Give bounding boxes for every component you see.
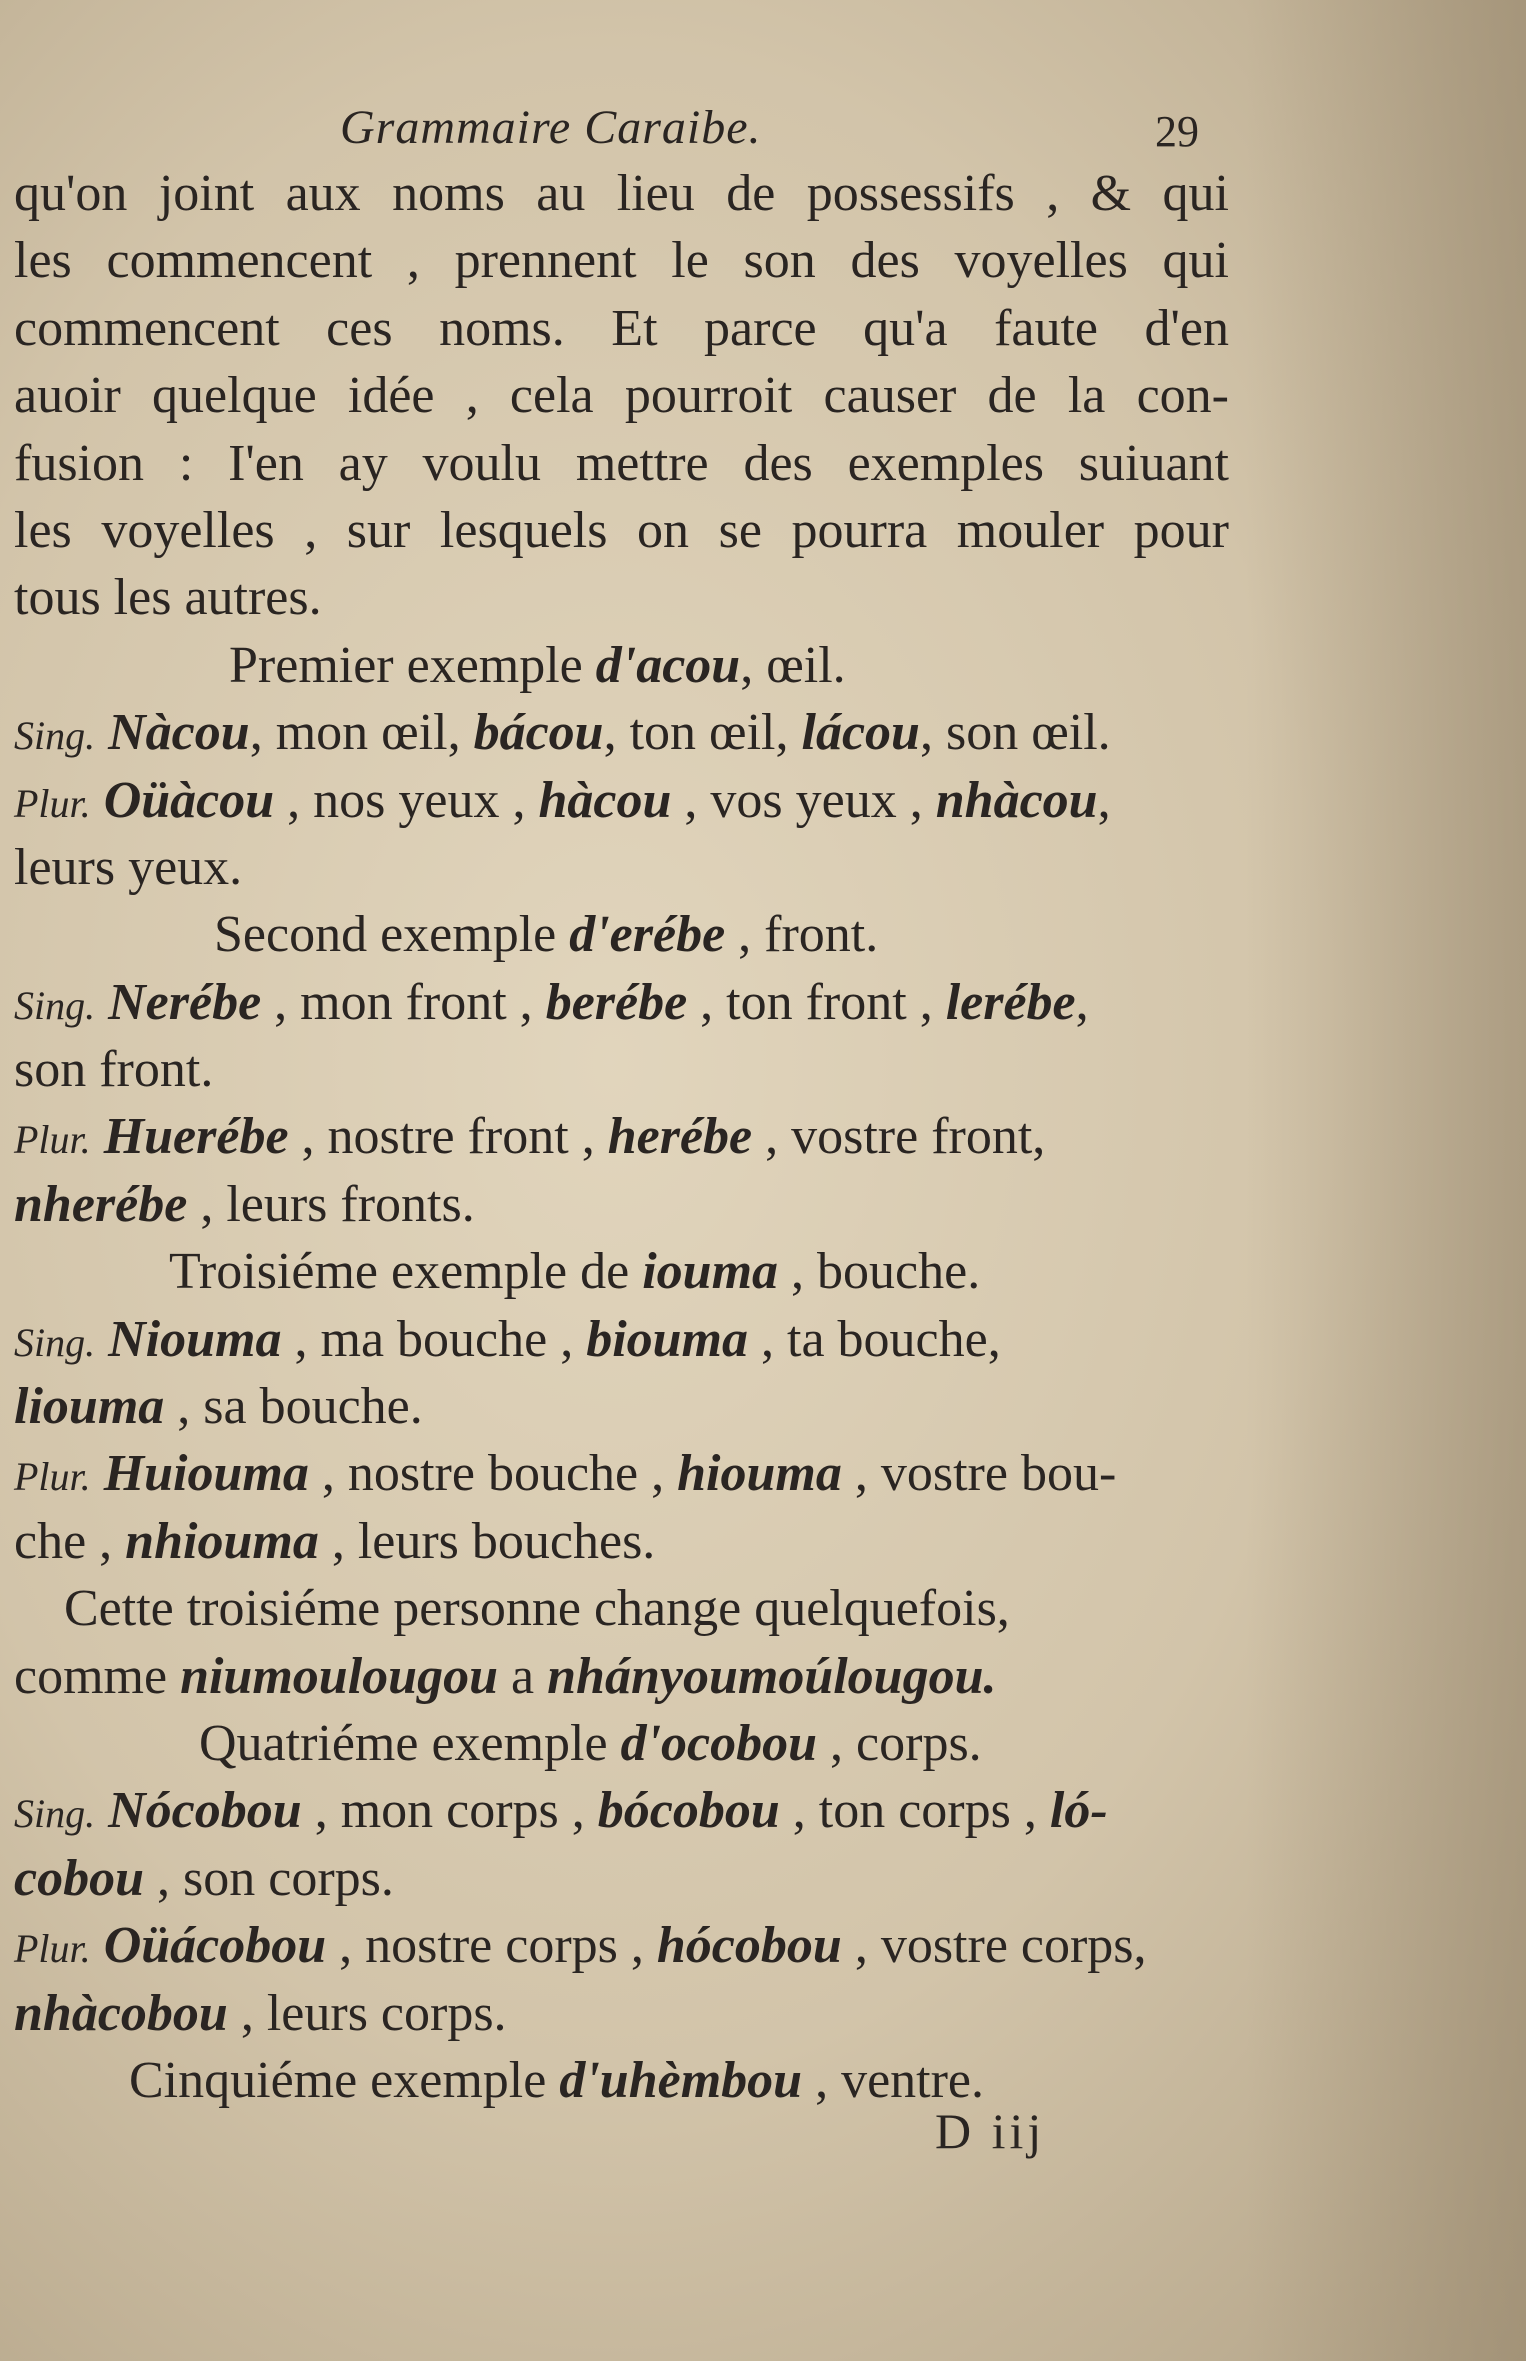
example-3-singular: Sing. Niouma , ma bouche , biouma , ta bouche, (14, 1310, 1001, 1368)
text-line-7: tous les autres. (14, 569, 322, 627)
example-2-plural-cont: nherébe , leurs fronts. (14, 1175, 475, 1233)
plur-label: Plur. (14, 1454, 91, 1500)
text-line-2: les commencent , prennent le son des voyelles qui (14, 232, 1229, 290)
text-line-4: auoir quelque idée , cela pourroit causer de la con- (14, 367, 1229, 425)
example-3-singular-cont: liouma , sa bouche. (14, 1378, 423, 1436)
plur-label: Plur. (14, 1926, 91, 1972)
sing-label: Sing. (14, 1319, 96, 1365)
text-line-1: qu'on joint aux noms au lieu de possessifs , & qui (14, 165, 1229, 222)
sing-label: Sing. (14, 1791, 96, 1837)
example-1-plural: Plur. Oüàcou , nos yeux , hàcou , vos yeux , nhàcou, (14, 771, 1111, 829)
example-2-singular: Sing. Nerébe , mon front , berébe , ton front , lerébe, (14, 973, 1089, 1031)
plur-label: Plur. (14, 1117, 91, 1163)
running-title: Grammaire Caraibe. (340, 101, 762, 154)
example-1-singular: Sing. Nàcou, mon œil, bácou, ton œil, lácou, son œil. (14, 704, 1111, 762)
example-4-singular-cont: cobou , son corps. (14, 1849, 394, 1907)
example-2-singular-cont: son front. (14, 1041, 214, 1099)
text-line-6: les voyelles , sur lesquels on se pourra mouler pour (14, 501, 1229, 559)
plur-label: Plur. (14, 780, 91, 826)
signature-mark: D iij (935, 2103, 1046, 2159)
example-4-plural-cont: nhàcobou , leurs corps. (14, 1984, 507, 2042)
note-line-1: Cette troisiéme personne change quelquefois, (64, 1580, 1010, 1638)
example-4-singular: Sing. Nócobou , mon corps , bócobou , ton corps , ló- (14, 1782, 1108, 1840)
page-number: 29 (1155, 107, 1199, 156)
example-4-heading: Quatriéme exemple d'ocobou , corps. (199, 1714, 982, 1772)
example-2-heading: Second exemple d'erébe , front. (214, 906, 879, 964)
sing-label: Sing. (14, 713, 96, 759)
example-3-plural-cont: che , nhiouma , leurs bouches. (14, 1512, 656, 1570)
example-1-plural-cont: leurs yeux. (14, 838, 243, 896)
example-5-heading: Cinquiéme exemple d'uhèmbou , ventre. (129, 2051, 984, 2109)
text-line-3: commencent ces noms. Et parce qu'a faute d'en (14, 299, 1229, 357)
page-header (0, 100, 1526, 160)
example-3-heading: Troisiéme exemple de iouma , bouche. (169, 1243, 981, 1301)
example-4-plural: Plur. Oüácobou , nostre corps , hócobou , vostre corps, (14, 1917, 1147, 1975)
text-line-5: fusion : I'en ay voulu mettre des exemples suiuant (14, 434, 1229, 492)
sing-label: Sing. (14, 982, 96, 1028)
example-2-plural: Plur. Huerébe , nostre front , herébe , vostre front, (14, 1108, 1046, 1166)
example-3-plural: Plur. Huiouma , nostre bouche , hiouma , vostre bou- (14, 1445, 1117, 1503)
page-text (14, 160, 1229, 2114)
example-1-heading: Premier exemple d'acou, œil. (229, 636, 846, 694)
note-line-2: comme niumoulougou a nhányoumoúlougou. (14, 1647, 997, 1705)
